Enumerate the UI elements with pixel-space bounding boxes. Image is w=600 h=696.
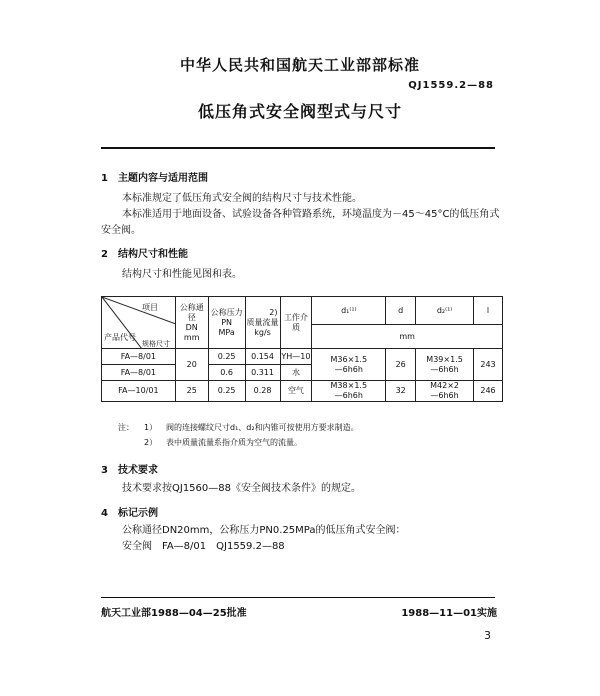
d1-group-line-2: —6h6h	[334, 364, 363, 374]
corner-label-spec: 规格尺寸	[142, 340, 170, 348]
header-medium: 工作介质	[280, 297, 312, 349]
note-1-text: 阀的连接螺纹尺寸d₁、d₂和内锥可按使用方要求制造。	[166, 423, 359, 432]
d2-group-value	[416, 349, 474, 381]
dn-group-value: 20	[175, 349, 208, 381]
note-2-text: 表中质量流量系指介质为空气的流量。	[166, 438, 302, 447]
row-3-dn: 25	[175, 381, 208, 402]
section-4-paragraph-2: 安全阀 FA—8/01 QJ1559.2—88	[122, 541, 285, 552]
note-2-number: 2）	[144, 438, 158, 447]
row-3-l: 246	[474, 381, 503, 402]
row-1-medium: YH—10	[280, 349, 312, 365]
table-row	[102, 349, 503, 365]
approval-date: 航天工业部1988—04—25批准	[101, 608, 247, 619]
d1-group-value	[312, 349, 386, 381]
corner-label-item: 项目	[142, 303, 158, 312]
header-pn-label: 公称压力	[210, 307, 243, 317]
row-3-medium: 空气	[280, 381, 312, 402]
d-group-value: 26	[386, 349, 416, 381]
header-pn-symbol: PN	[221, 317, 233, 327]
row-1-code: FA—8/01	[102, 349, 176, 365]
header-d2: d₂⁽¹⁾	[416, 297, 474, 325]
header-pn	[208, 297, 245, 349]
row-2-flow: 0.311	[245, 365, 280, 381]
corner-label-code: 产品代号	[104, 333, 136, 342]
header-flow-footnote: 2)	[269, 307, 278, 317]
note-1-number: 1）	[144, 423, 158, 432]
row-3-d2-line-1: M42×2	[430, 381, 459, 390]
section-1-paragraph-2-line-1: 本标准适用于地面设备、试验设备各种管路系统，环境温度为－45～45°C的低压角式	[122, 209, 500, 220]
header-d: d	[386, 297, 416, 325]
effective-date: 1988—11—01实施	[401, 608, 497, 619]
section-2-paragraph: 结构尺寸和性能见图和表。	[122, 269, 242, 280]
section-1-heading: 1 主题内容与适用范围	[101, 173, 208, 184]
row-3-d2-line-2: —6h6h	[430, 391, 459, 400]
row-2-medium: 水	[280, 365, 312, 381]
row-3-d1-line-1: M38×1.5	[330, 381, 368, 390]
header-rule	[101, 147, 495, 149]
header-dn	[175, 297, 208, 349]
row-3-d1	[312, 381, 386, 402]
section-3-heading: 3 技术要求	[101, 465, 158, 476]
footer-rule	[101, 597, 495, 598]
header-dn-symbol: DN	[185, 322, 198, 332]
row-2-pn: 0.6	[208, 365, 245, 381]
table-corner-cell	[102, 297, 176, 349]
standard-code: QJ1559.2—88	[408, 80, 494, 91]
header-dn-unit: mm	[183, 332, 200, 342]
header-flow-unit: kg/s	[254, 327, 271, 337]
dimension-performance-table	[101, 296, 503, 402]
section-3-paragraph: 技术要求按QJ1560—88《安全阀技术条件》的规定。	[122, 483, 361, 494]
row-1-pn: 0.25	[208, 349, 245, 365]
row-3-d2	[416, 381, 474, 402]
document-title: 低压角式安全阀型式与尺寸	[197, 102, 402, 121]
table-row	[102, 381, 503, 402]
section-2-heading: 2 结构尺寸和性能	[101, 249, 188, 260]
row-3-code: FA—10/01	[102, 381, 176, 402]
section-4-heading: 4 标记示例	[101, 508, 158, 519]
section-4-paragraph-1: 公称通径DN20mm，公称压力PN0.25MPa的低压角式安全阀：	[122, 525, 406, 536]
header-unit-mm: mm	[312, 325, 503, 349]
page-number: 3	[484, 629, 491, 642]
row-3-d: 32	[386, 381, 416, 402]
header-dn-label: 公称通径	[179, 302, 204, 322]
header-d1: d₁⁽¹⁾	[312, 297, 386, 325]
section-1-paragraph-1: 本标准规定了低压角式安全阀的结构尺寸与技术性能。	[122, 193, 362, 204]
row-3-d1-line-2: —6h6h	[334, 391, 363, 400]
section-1-paragraph-2-line-2: 安全阀。	[101, 225, 141, 236]
header-l: l	[474, 297, 503, 325]
header-flow	[245, 297, 280, 349]
row-2-code: FA—8/01	[102, 365, 176, 381]
header-flow-label: 质量流量	[246, 317, 279, 327]
notes-label: 注：	[118, 423, 134, 432]
d1-group-line-1: M36×1.5	[330, 354, 368, 364]
row-3-flow: 0.28	[245, 381, 280, 402]
l-group-value: 243	[474, 349, 503, 381]
row-3-pn: 0.25	[208, 381, 245, 402]
issuing-organization: 中华人民共和国航天工业部部标准	[179, 56, 420, 74]
d2-group-line-1: M39×1.5	[426, 354, 463, 364]
header-pn-unit: MPa	[218, 327, 235, 337]
row-1-flow: 0.154	[245, 349, 280, 365]
d2-group-line-2: —6h6h	[430, 364, 459, 374]
